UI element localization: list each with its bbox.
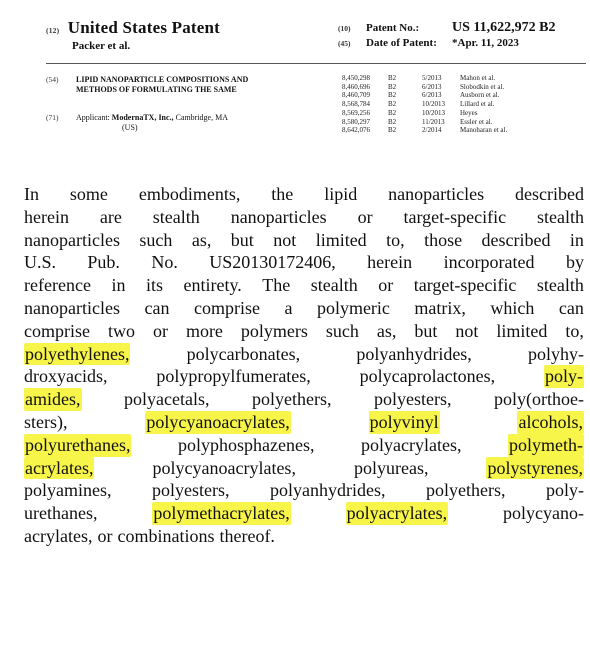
word: stealth (537, 206, 584, 227)
word: entirety. (183, 275, 242, 296)
word: target-specific (413, 275, 517, 296)
reference-kind: B2 (388, 74, 397, 82)
word: stealth (310, 275, 358, 296)
word: thereof. (219, 525, 275, 546)
applicant-city: Cambridge, MA (175, 113, 228, 122)
highlighted-term: polymethacrylates, (153, 503, 290, 524)
reference-row (342, 100, 507, 109)
text-line (24, 206, 584, 229)
patent-header (0, 0, 590, 150)
word: to, (386, 229, 405, 250)
word: polyacetals, (124, 389, 210, 410)
reference-number: 8,460,709 (342, 91, 370, 100)
word: its (145, 275, 163, 296)
reference-kind: B2 (388, 117, 397, 126)
word: described (515, 184, 584, 204)
reference-date: 10/2013 (422, 100, 445, 109)
word: polyanhydrides, (356, 343, 472, 364)
text-line (24, 479, 584, 502)
reference-date: 6/2013 (422, 91, 442, 100)
highlighted-term: polyvinyl (369, 411, 439, 432)
text-line (24, 457, 584, 480)
patent-number-label: Patent No.: (366, 22, 420, 34)
word: in (111, 275, 126, 296)
word: as, (191, 229, 212, 250)
text-line (24, 411, 584, 434)
reference-row (342, 83, 507, 92)
word: nanoparticles (388, 184, 485, 204)
word: limited (315, 229, 367, 250)
word: described (481, 229, 551, 250)
word: reference (24, 275, 91, 296)
word: polymeric (316, 297, 390, 318)
inid-code: (71) (46, 113, 59, 122)
title-field (46, 75, 291, 95)
reference-row (342, 126, 507, 135)
word: The (262, 275, 291, 296)
highlighted-term: amides, (25, 389, 81, 410)
highlighted-term: alcohols, (518, 411, 583, 432)
reference-row (342, 109, 507, 118)
reference-date: 6/2013 (422, 82, 442, 91)
word: matrix, (414, 297, 466, 318)
patent-identifiers (338, 20, 555, 54)
word: or (378, 275, 394, 296)
word: polypropylfumerates, (156, 366, 311, 387)
text-line (24, 434, 584, 457)
word: US20130172406, (209, 252, 336, 273)
patent-date-label: Date of Patent: (366, 37, 437, 49)
text-line (24, 320, 584, 343)
inid-code: (45) (338, 39, 351, 48)
highlighted-term: polyethylenes, (25, 343, 130, 364)
text-line (24, 274, 584, 297)
word: two (107, 320, 135, 341)
word: can (144, 297, 170, 318)
text-line (24, 502, 584, 525)
word: U.S. (24, 252, 57, 273)
text-line (24, 183, 584, 206)
word: poly- (545, 480, 584, 501)
word: combinations (117, 525, 215, 546)
word: lipid (324, 184, 358, 204)
word: polycyano- (503, 503, 584, 524)
text-line (24, 297, 584, 320)
word: in (569, 229, 584, 250)
word: the (271, 184, 294, 204)
word: polyacrylates, (361, 434, 462, 455)
word: but (414, 320, 438, 341)
word: limited (496, 320, 548, 341)
word: or (152, 320, 168, 341)
reference-number: 8,642,076 (342, 126, 370, 135)
word: polyureas, (353, 457, 429, 478)
word: to, (565, 320, 584, 341)
word: Pub. (87, 252, 120, 273)
text-line (24, 525, 584, 548)
applicant-field (46, 113, 296, 133)
reference-name: Lillard et al. (460, 100, 495, 109)
references-cited-list (342, 74, 507, 135)
applicant-name: ModernaTX, Inc., (111, 113, 174, 122)
word: polycyanoacrylates, (152, 457, 296, 478)
inid-code: (54) (46, 75, 59, 84)
word: poly(orthoe- (494, 389, 584, 410)
document-title: United States Patent (67, 18, 221, 37)
word: herein (24, 206, 69, 227)
word: embodiments, (138, 184, 241, 204)
highlighted-term: polymeth- (509, 434, 583, 455)
reference-name: Manoharan et al. (460, 126, 508, 135)
word: nanoparticles (24, 229, 120, 250)
patent-title-block (46, 18, 220, 38)
word: some (69, 184, 108, 204)
inid-code: (12) (46, 26, 60, 35)
word: can (558, 297, 584, 318)
highlighted-term: polyurethanes, (25, 434, 131, 455)
word: acrylates, (24, 525, 93, 546)
reference-row (342, 91, 507, 100)
reference-number: 8,568,784 (342, 100, 370, 109)
word: not (455, 320, 479, 341)
reference-date: 11/2013 (422, 117, 445, 126)
highlighted-term: polystyrenes, (487, 457, 583, 478)
inid-code: (10) (338, 24, 351, 33)
reference-date: 2/2014 (422, 126, 442, 135)
applicant-text (76, 113, 296, 133)
word: No. (151, 252, 178, 273)
reference-number: 8,450,298 (342, 74, 370, 82)
reference-kind: B2 (388, 82, 397, 91)
highlighted-term: acrylates, (25, 457, 94, 478)
reference-number: 8,569,256 (342, 108, 370, 117)
word: In (24, 184, 39, 204)
word: comprise (24, 320, 90, 341)
patent-number-row (338, 20, 555, 37)
word: or (357, 206, 373, 227)
patent-date: *Apr. 11, 2023 (452, 37, 519, 49)
word: are (99, 206, 122, 227)
reference-name: Slobodkin et al. (460, 82, 505, 91)
word: herein (367, 252, 413, 273)
word: or (97, 525, 113, 546)
word: polyethers, (425, 480, 506, 501)
highlighted-term: polyacrylates, (346, 503, 448, 524)
reference-kind: B2 (388, 126, 397, 135)
word: droxyacids, (24, 366, 108, 387)
word: incorporated (443, 252, 535, 273)
reference-name: Essler et al. (460, 117, 493, 126)
inventor-name: Packer et al. (72, 40, 131, 52)
word: polyesters, (374, 389, 452, 410)
word: sters), (24, 411, 68, 432)
word: nanoparticles (24, 297, 120, 318)
invention-title: LIPID NANOPARTICLE COMPOSITIONS AND METHODS OF FORMULATING THE SAME (76, 75, 249, 94)
word: but (230, 229, 254, 250)
word: target-specific (403, 206, 507, 227)
reference-name: Heyes (460, 108, 478, 117)
reference-row (342, 74, 507, 83)
word: polycaprolactones, (359, 366, 496, 387)
word: polyphosphazenes, (178, 434, 315, 455)
word: a (284, 297, 293, 318)
word: nanoparticles (230, 206, 327, 227)
text-line (24, 251, 584, 274)
reference-name: Ausborn et al. (460, 91, 500, 100)
highlighted-term: polycyanoacrylates, (146, 411, 290, 432)
reference-number: 8,460,696 (342, 82, 370, 91)
header-divider (46, 63, 586, 64)
reference-name: Mahon et al. (460, 74, 496, 82)
word: those (424, 229, 463, 250)
word: urethanes, (24, 503, 98, 524)
word: as, (376, 320, 397, 341)
applicant-label: Applicant: (76, 113, 110, 122)
reference-kind: B2 (388, 100, 397, 109)
text-line (24, 388, 584, 411)
text-line (24, 365, 584, 388)
patent-date-row (338, 37, 555, 54)
word: comprise (193, 297, 260, 318)
highlighted-term: poly- (544, 366, 583, 387)
reference-number: 8,580,297 (342, 117, 370, 126)
applicant-country: (US) (122, 123, 138, 132)
text-line (24, 229, 584, 252)
reference-row (342, 118, 507, 127)
reference-kind: B2 (388, 108, 397, 117)
word: polyanhydrides, (269, 480, 386, 501)
patent-excerpt-paragraph (24, 183, 584, 548)
word: which (490, 297, 535, 318)
word: such (325, 320, 359, 341)
word: polymers (240, 320, 308, 341)
word: stealth (152, 206, 200, 227)
reference-date: 5/2013 (422, 74, 442, 82)
patent-number: US 11,622,972 B2 (452, 20, 556, 35)
word: polyethers, (252, 389, 332, 410)
word: more (185, 320, 223, 341)
reference-kind: B2 (388, 91, 397, 100)
word: polyhy- (528, 343, 584, 364)
word: not (273, 229, 297, 250)
text-line (24, 343, 584, 366)
word: such (139, 229, 173, 250)
word: stealth (536, 275, 584, 296)
word: polyesters, (152, 480, 230, 501)
reference-date: 10/2013 (422, 108, 445, 117)
word: polyamines, (24, 480, 112, 501)
word: polycarbonates, (186, 343, 301, 364)
word: by (565, 252, 584, 273)
